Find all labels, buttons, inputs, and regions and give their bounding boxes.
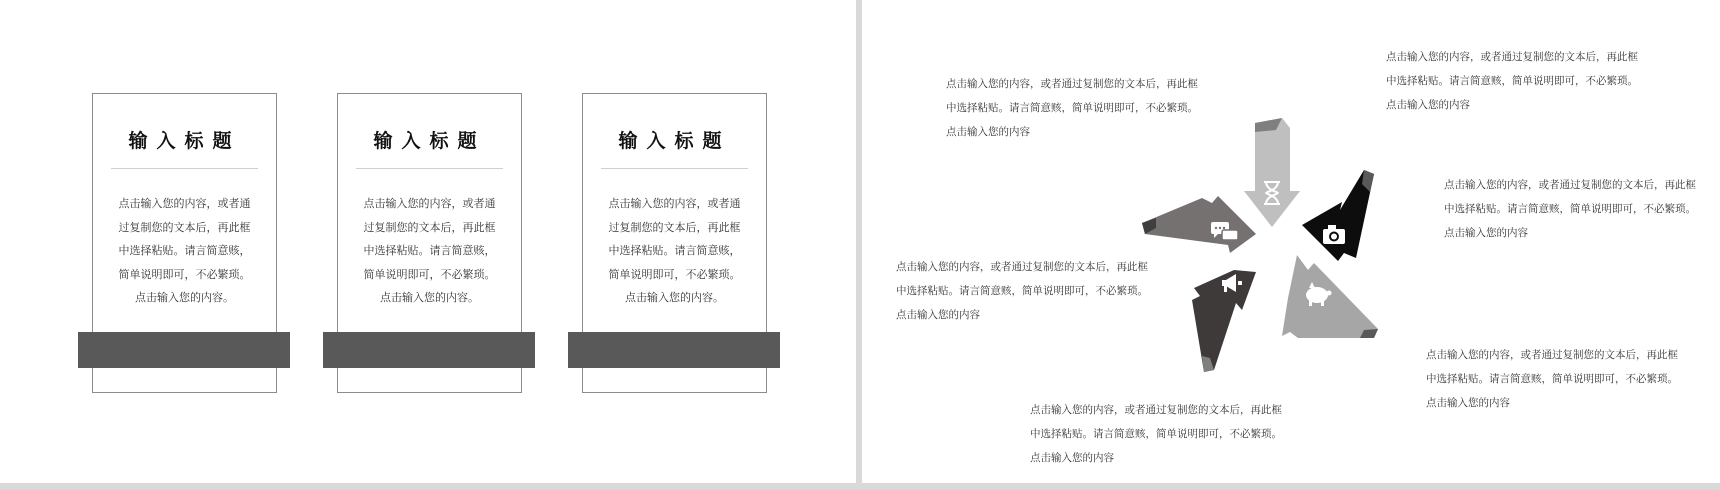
text-block[interactable]: 点击输入您的内容，或者通过复制您的文本后，再此框中选择粘贴。请言简意赅，简单说明即可，不必繁琐。点击输入您的内容 (946, 78, 1198, 138)
divider (111, 168, 258, 169)
card-title[interactable]: 输入标题 (618, 130, 731, 152)
card-body[interactable]: 点击输入您的内容，或者通过复制您的文本后，再此框中选择粘贴。请言简意赅，简单说明即可，不必繁琐。点击输入您的内容。 (363, 197, 496, 304)
card-band (323, 332, 535, 368)
card-body[interactable]: 点击输入您的内容，或者通过复制您的文本后，再此框中选择粘贴。请言简意赅，简单说明即可，不必繁琐。点击输入您的内容。 (608, 197, 741, 304)
text-block[interactable]: 点击输入您的内容，或者通过复制您的文本后，再此框中选择粘贴。请言简意赅，简单说明即可，不必繁琐。点击输入您的内容 (896, 261, 1148, 321)
card-band (568, 332, 780, 368)
segment-shape (1142, 196, 1256, 253)
text-block[interactable]: 点击输入您的内容，或者通过复制您的文本后，再此框中选择粘贴。请言简意赅，简单说明即可，不必繁琐。点击输入您的内容 (1444, 179, 1696, 239)
text-block[interactable]: 点击输入您的内容，或者通过复制您的文本后，再此框中选择粘贴。请言简意赅，简单说明即可，不必繁琐。点击输入您的内容 (1426, 349, 1678, 409)
divider (356, 168, 503, 169)
text-block[interactable]: 点击输入您的内容，或者通过复制您的文本后，再此框中选择粘贴。请言简意赅，简单说明即可，不必繁琐。点击输入您的内容 (1030, 404, 1282, 464)
card-body[interactable]: 点击输入您的内容，或者通过复制您的文本后，再此框中选择粘贴。请言简意赅，简单说明即可，不必繁琐。点击输入您的内容。 (118, 197, 251, 304)
card-band (78, 332, 290, 368)
pinwheel-segment (1282, 255, 1378, 338)
card-title[interactable]: 输入标题 (128, 130, 241, 152)
text-block[interactable]: 点击输入您的内容，或者通过复制您的文本后，再此框中选择粘贴。请言简意赅，简单说明即可，不必繁琐。点击输入您的内容 (1386, 51, 1638, 111)
card-title[interactable]: 输入标题 (373, 130, 486, 152)
pinwheel-segment (1142, 196, 1256, 253)
segment-shape (1244, 118, 1300, 227)
slide-right (862, 0, 1720, 483)
segment-shape (1282, 255, 1378, 338)
pinwheel-segment (1302, 170, 1374, 261)
divider (601, 168, 748, 169)
slide-left (0, 0, 856, 483)
pinwheel-segment (1244, 118, 1300, 227)
pinwheel-diagram (1142, 110, 1402, 380)
